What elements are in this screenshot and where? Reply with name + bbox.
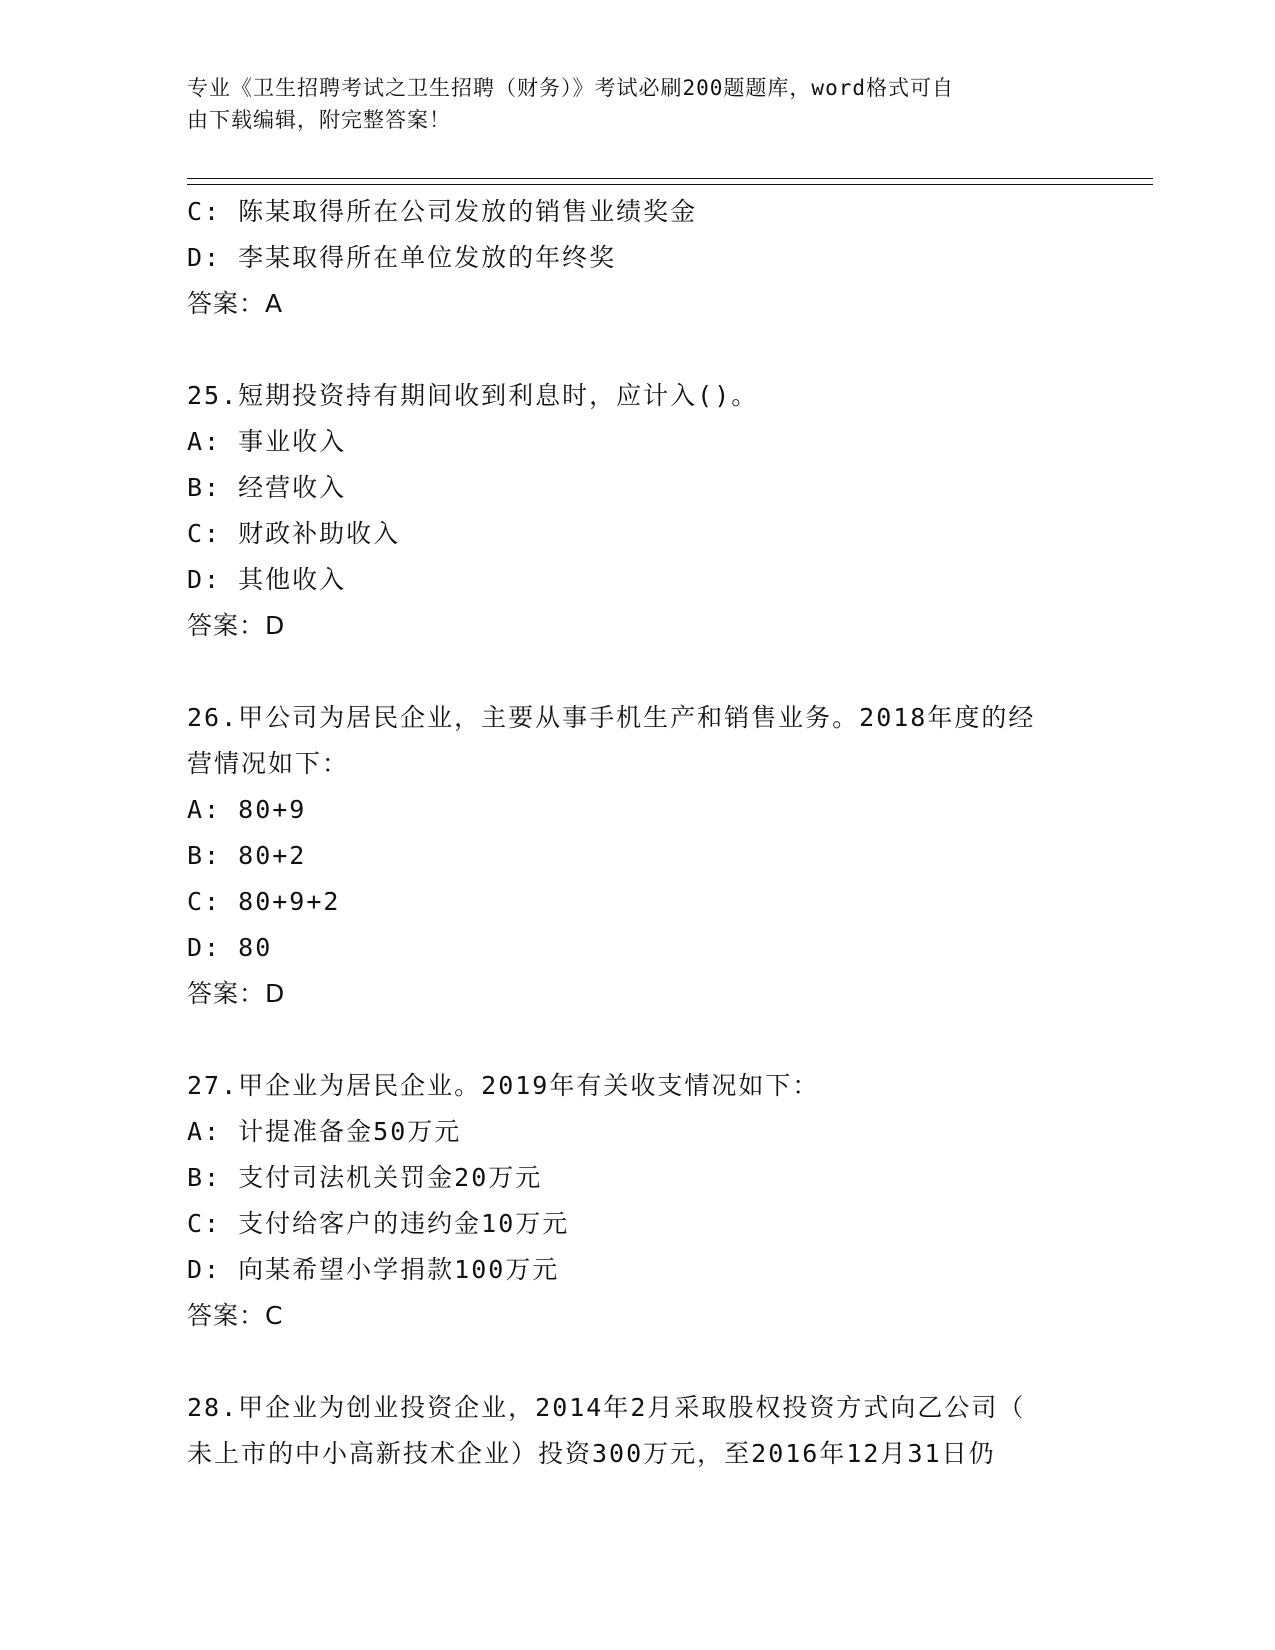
- option-d: D: 其他收入: [187, 565, 347, 594]
- answer-line: 答案：A: [187, 289, 284, 318]
- header-divider-top: [187, 178, 1153, 179]
- option-a: A: 80+9: [187, 795, 307, 824]
- option-d: D: 向某希望小学捐款100万元: [187, 1255, 560, 1284]
- option-a: A: 事业收入: [187, 427, 347, 456]
- question-27: [187, 1063, 1087, 1339]
- question-stem-continued: 未上市的中小高新技术企业）投资300万元，至2016年12月31日仍: [187, 1439, 996, 1468]
- answer-line: 答案：C: [187, 1301, 284, 1330]
- option-d: D: 李某取得所在单位发放的年终奖: [187, 243, 617, 272]
- option-c: C: 陈某取得所在公司发放的销售业绩奖金: [187, 197, 698, 226]
- answer-line: 答案：D: [187, 611, 286, 640]
- option-a: A: 计提准备金50万元: [187, 1117, 462, 1146]
- carryover-block: [187, 189, 1087, 327]
- question-stem-continued: 营情况如下：: [187, 749, 350, 778]
- header-divider-bottom: [187, 184, 1153, 185]
- option-b: B: 支付司法机关罚金20万元: [187, 1163, 543, 1192]
- option-c: C: 财政补助收入: [187, 519, 401, 548]
- option-d: D: 80: [187, 933, 273, 962]
- spacer: [187, 1339, 1087, 1385]
- question-stem: 25.短期投资持有期间收到利息时，应计入()。: [187, 381, 759, 410]
- option-b: B: 80+2: [187, 841, 307, 870]
- question-stem: 27.甲企业为居民企业。2019年有关收支情况如下：: [187, 1071, 820, 1100]
- spacer: [187, 327, 1087, 373]
- question-stem: 28.甲企业为创业投资企业，2014年2月采取股权投资方式向乙公司（: [187, 1393, 1026, 1422]
- spacer: [187, 1017, 1087, 1063]
- answer-line: 答案：D: [187, 979, 286, 1008]
- header-line-1: 专业《卫生招聘考试之卫生招聘（财务）》考试必刷200题题库，word格式可自: [187, 76, 954, 100]
- question-26: [187, 695, 1087, 1017]
- option-c: C: 支付给客户的违约金10万元: [187, 1209, 570, 1238]
- document-header: [187, 72, 1067, 136]
- question-list: [187, 189, 1087, 1477]
- spacer: [187, 649, 1087, 695]
- option-c: C: 80+9+2: [187, 887, 341, 916]
- header-line-2: 由下载编辑，附完整答案！: [187, 108, 451, 132]
- question-25: [187, 373, 1087, 649]
- question-stem: 26.甲公司为居民企业，主要从事手机生产和销售业务。2018年度的经: [187, 703, 1036, 732]
- option-b: B: 经营收入: [187, 473, 347, 502]
- question-28: [187, 1385, 1087, 1477]
